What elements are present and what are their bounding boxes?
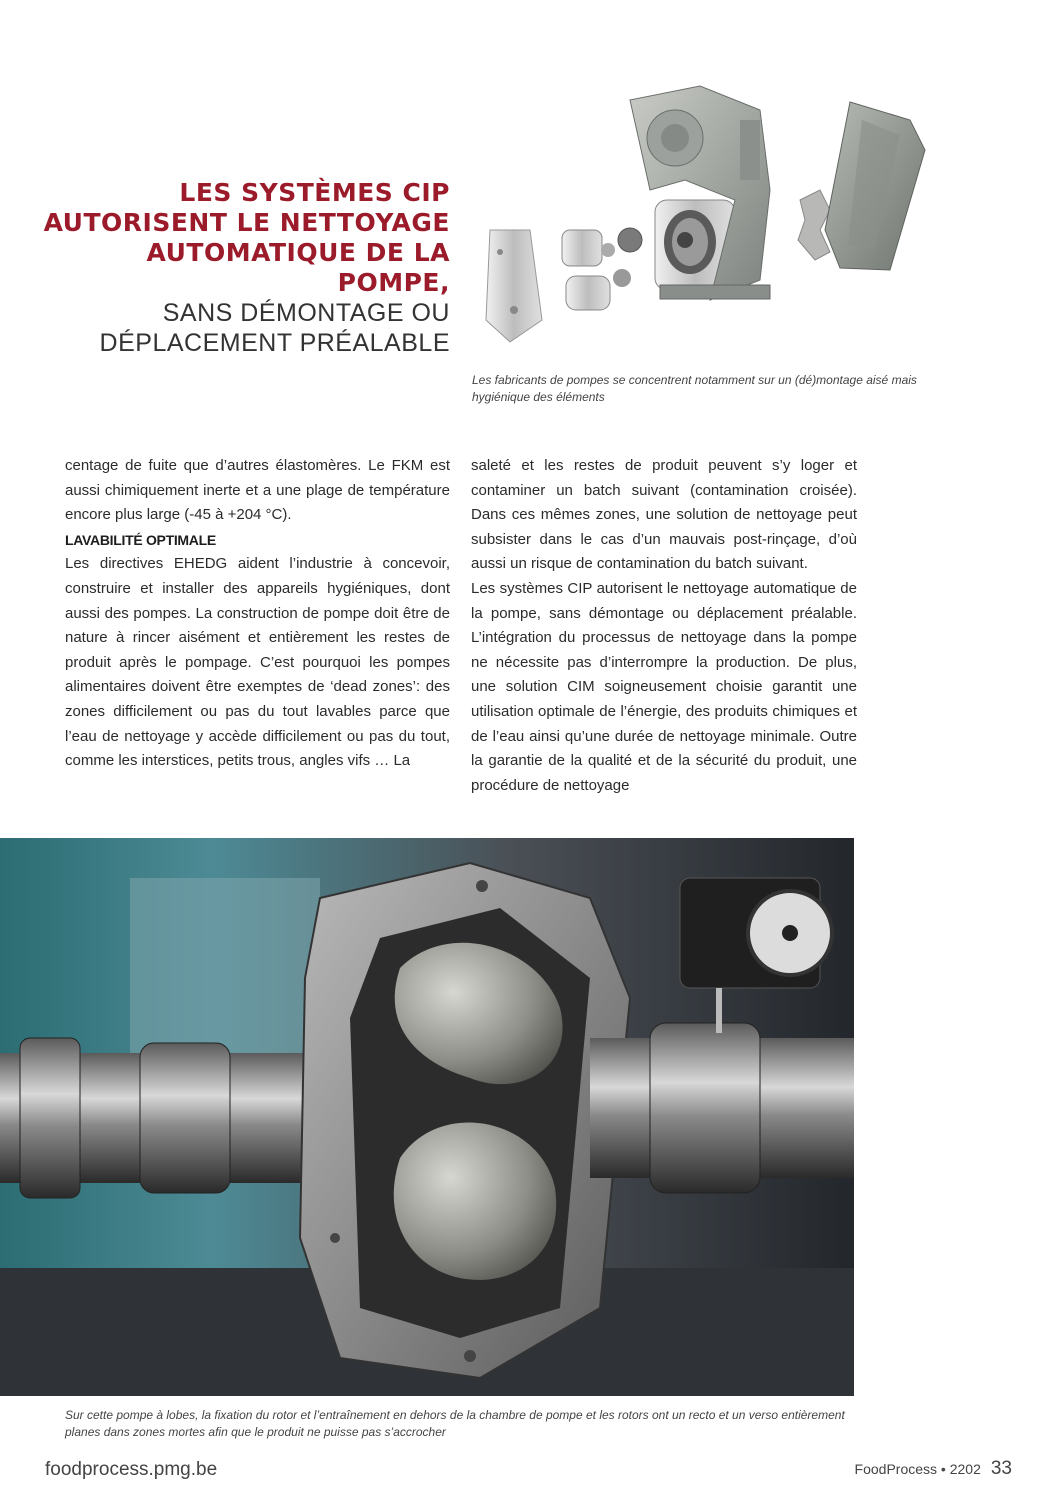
footer-issue-block: [855, 1458, 1012, 1480]
top-figure-caption: Les fabricants de pompes se concentrent notamment sur un (dé)montage aisé mais hygiénique des éléments: [472, 373, 917, 404]
footer-issue: FoodProcess • 2202: [854, 1461, 981, 1477]
page-number: 33: [990, 1458, 1012, 1479]
right-column: [471, 454, 857, 798]
bottom-photo-caption: Sur cette pompe à lobes, la fixation du rotor et l’entraînement en dehors de la chambre de pompe et les rotors ont un recto et un verso entièrement planes dans zones mortes afin que le produit ne puisse pas s’accrocher: [65, 1408, 845, 1439]
pull-quote-line: AUTOMATIQUE DE LA: [146, 238, 450, 267]
pull-quote-line: SANS DÉMONTAGE OU: [162, 299, 450, 327]
paragraph: centage de fuite que d’autres élastomères. Le FKM est aussi chimiquement inerte et a une plage de température encore plus large (-45 à +204 °C).: [65, 457, 450, 524]
section-title: LAVABILITÉ OPTIMALE: [65, 531, 216, 548]
paragraph: saleté et les restes de produit peuvent s’y loger et contaminer un batch suivant (contamination croisée). Dans ces mêmes zones, une solution de nettoyage peut subsister dans le cas d’un mauvais post-rinçage, d’où aussi un risque de contamination du batch suivant.: [471, 457, 857, 573]
pull-quote-line: POMPE,: [337, 268, 450, 297]
paragraph: Les directives EHEDG aident l’industrie à concevoir, construire et installer des appareils hygiéniques, dont aussi des pompes. La construction de pompe doit être de nature à rincer aisément et entièrement les restes de produit après le pompage. C’est pourquoi les pompes alimentaires doivent être exemptes de ‘dead zones’: des zones difficilement ou pas du tout lavables parce que l’eau de nettoyage y accède difficilement ou pas du tout, comme les interstices, petits trous, angles vifs … La: [65, 555, 450, 770]
footer-url[interactable]: foodprocess.pmg.be: [45, 1459, 218, 1480]
exploded-pump-image: [470, 80, 940, 365]
paragraph: Les systèmes CIP autorisent le nettoyage automatique de la pompe, sans démontage ou déplacement préalable. L’intégration du processus de nettoyage dans la pompe ne nécessite pas d’interrompre la production. De plus, une solution CIM soigneusement choisie garantit une utilisation optimale de l’énergie, des produits chimiques et de l’eau ainsi qu’une durée de nettoyage minimale. Outre la garantie de la qualité et de la sécurité du produit, une procédure de nettoyage: [471, 579, 857, 794]
pull-quote-line: LES SYSTÈMES CIP: [179, 178, 450, 207]
left-column: [65, 454, 450, 774]
lobe-pump-photo: [0, 838, 854, 1396]
pull-quote-line: AUTORISENT LE NETTOYAGE: [43, 208, 450, 237]
exploded-pump-illustration: [470, 80, 940, 365]
pull-quote-line: DÉPLACEMENT PRÉALABLE: [99, 329, 450, 357]
pull-quote: [40, 178, 450, 358]
lobe-pump-illustration: [0, 838, 854, 1396]
